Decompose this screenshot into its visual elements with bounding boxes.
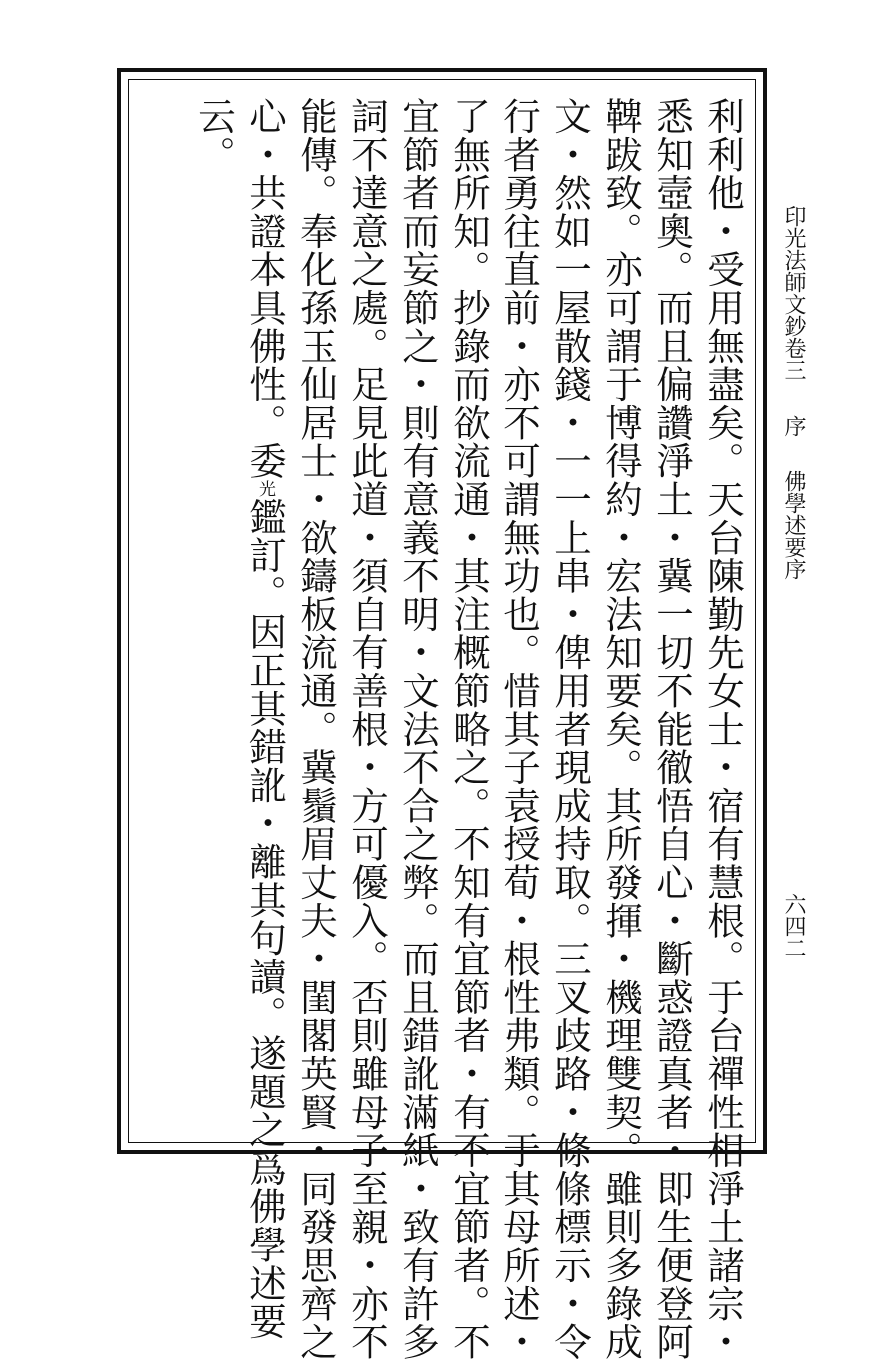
text-column-5: 行者勇往直前・亦不可謂無功也。惜其子袁授荀・根性弗類。于其母所述・ [497,97,541,1361]
text-column-3: 鞞跋致。亦可謂于博得約・宏法知要矣。其所發揮・機理雙契。雖則多錄成 [599,97,643,1361]
text-column-1: 利利他・受用無盡矣。天台陳勤先女士・宿有慧根。于台禪性相淨土諸宗・ [701,97,745,1361]
text-column-2: 悉知壼奧。而且偏讚淨土・冀一切不能徹悟自心・斷惑證真者・即生便登阿 [650,97,694,1361]
text-column-6: 了無所知。抄錄而欲流通・其注概節略之。不知有宜節者・有不宜節者。不 [447,97,491,1361]
page-number: 六四二 [781,893,806,959]
header-section: 佛學述要序 [781,470,806,580]
text-column-10 [243,97,287,1341]
header-chapter: 序 [781,415,806,437]
header-title: 印光法師文鈔卷三 [781,205,806,381]
text-column-4: 文・然如一屋散錢・一一上串・俾用者現成持取。三叉歧路・條條標示・令 [548,97,592,1361]
text-column-8: 詞不達意之處。足見此道・須自有善根・方可優入。否則雖母子至親・亦不 [345,97,389,1361]
text-column-10-part-b: 鑑訂。因正其錯訛・離其句讀。遂題之爲佛學述要 [243,497,287,1341]
text-column-10-part-a: 心・共證本具佛性。委 [243,97,287,480]
text-column-11: 云。 [192,97,236,174]
text-column-10-small-char: 光 [255,480,275,498]
text-column-9: 能傳。奉化孫玉仙居士・欲鑄板流通。冀鬚眉丈夫・閨閣英賢・同發思齊之 [294,97,338,1361]
text-column-7: 宜節者而妄節之・則有意義不明・文法不合之弊。而且錯訛滿紙・致有許多 [396,97,440,1361]
